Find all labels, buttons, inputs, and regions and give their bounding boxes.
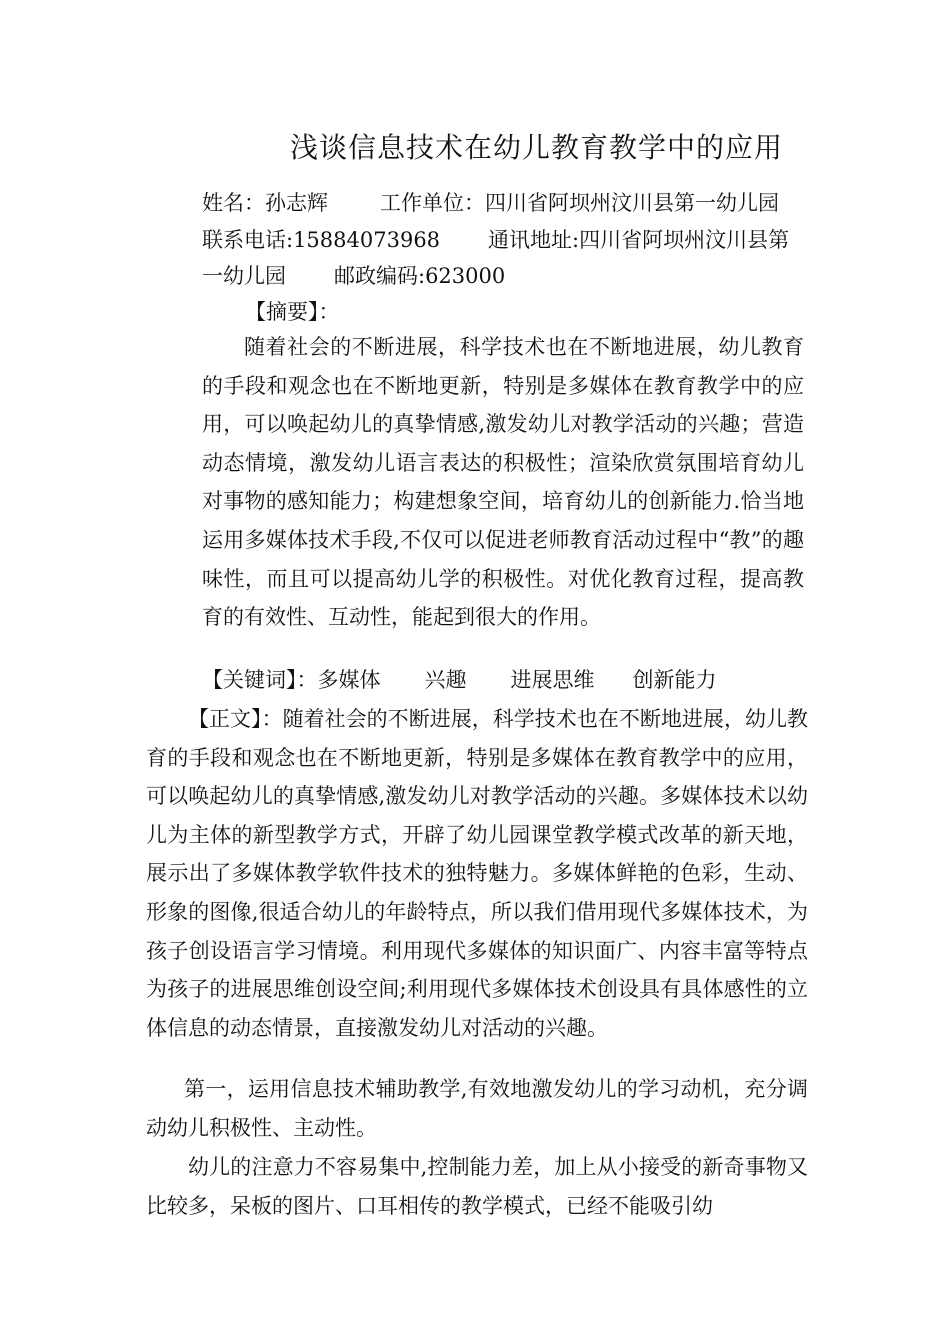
keyword-item: 多媒体 xyxy=(317,668,381,692)
postal-code: 邮政编码:623000 xyxy=(334,264,506,288)
keyword-item: 进展思维 xyxy=(510,668,595,692)
body-paragraph-attention: 幼儿的注意力不容易集中,控制能力差，加上从小接受的新奇事物又比较多，呆板的图片、口耳相传的教学模式，已经不能吸引幼 xyxy=(146,1155,808,1218)
meta-row-contact xyxy=(202,222,789,258)
keyword-item: 创新能力 xyxy=(632,668,717,692)
meta-row-postal xyxy=(202,258,505,294)
phone-number: 联系电话:15884073968 xyxy=(202,228,441,252)
meta-row-author xyxy=(202,185,779,221)
abstract-text: 随着社会的不断进展，科学技术也在不断地进展，幼儿教育的手段和观念也在不断地更新，特别是多媒体在教育教学中的应用，可以唤起幼儿的真挚情感,激发幼儿对教学活动的兴趣；营造动态情境，激发幼儿语言表达的积极性；渲染欣赏氛围培育幼儿对事物的感知能力；构建想象空间，培育幼儿的创新能力.恰当地运用多媒体技术手段,不仅可以促进老师教育活动过程中“教”的趣味性，而且可以提高幼儿学的积极性。对优化教育过程，提高教育的有效性、互动性，能起到很大的作用。 xyxy=(202,335,804,630)
document-title: 浅谈信息技术在幼儿教育教学中的应用 xyxy=(290,131,784,164)
keywords-label: 【关键词】： xyxy=(202,668,318,692)
abstract-heading: 【摘要】： xyxy=(245,300,340,324)
mailing-address-continued: 一幼儿园 xyxy=(202,264,286,288)
keywords-row xyxy=(202,662,761,698)
body-main-paragraph: 【正文】：随着社会的不断进展，科学技术也在不断地进展，幼儿教育的手段和观念也在不断地更新，特别是多媒体在教育教学中的应用，可以唤起幼儿的真挚情感,激发幼儿对教学活动的兴趣。多媒体技术以幼儿为主体的新型教学方式，开辟了幼儿园课堂教学模式改革的新天地，展示出了多媒体教学软件技术的独特魅力。多媒体鲜艳的色彩，生动、形象的图像,很适合幼儿的年龄特点，所以我们借用现代多媒体技术，为孩子创设语言学习情境。利用现代多媒体的知识面广、内容丰富等特点为孩子的进展思维创设空间;利用现代多媒体技术创设具有具体感性的立体信息的动态情景，直接激发幼儿对活动的兴趣。 xyxy=(146,707,808,1040)
work-unit: 工作单位：四川省阿坝州汶川县第一幼儿园 xyxy=(380,191,779,215)
mailing-address: 通讯地址:四川省阿坝州汶川县第 xyxy=(488,228,790,252)
keyword-item: 兴趣 xyxy=(424,668,467,692)
body-paragraph-first-point: 第一，运用信息技术辅助教学,有效地激发幼儿的学习动机，充分调动幼儿积极性、主动性。 xyxy=(146,1077,808,1140)
author-name: 姓名：孙志辉 xyxy=(202,191,328,215)
